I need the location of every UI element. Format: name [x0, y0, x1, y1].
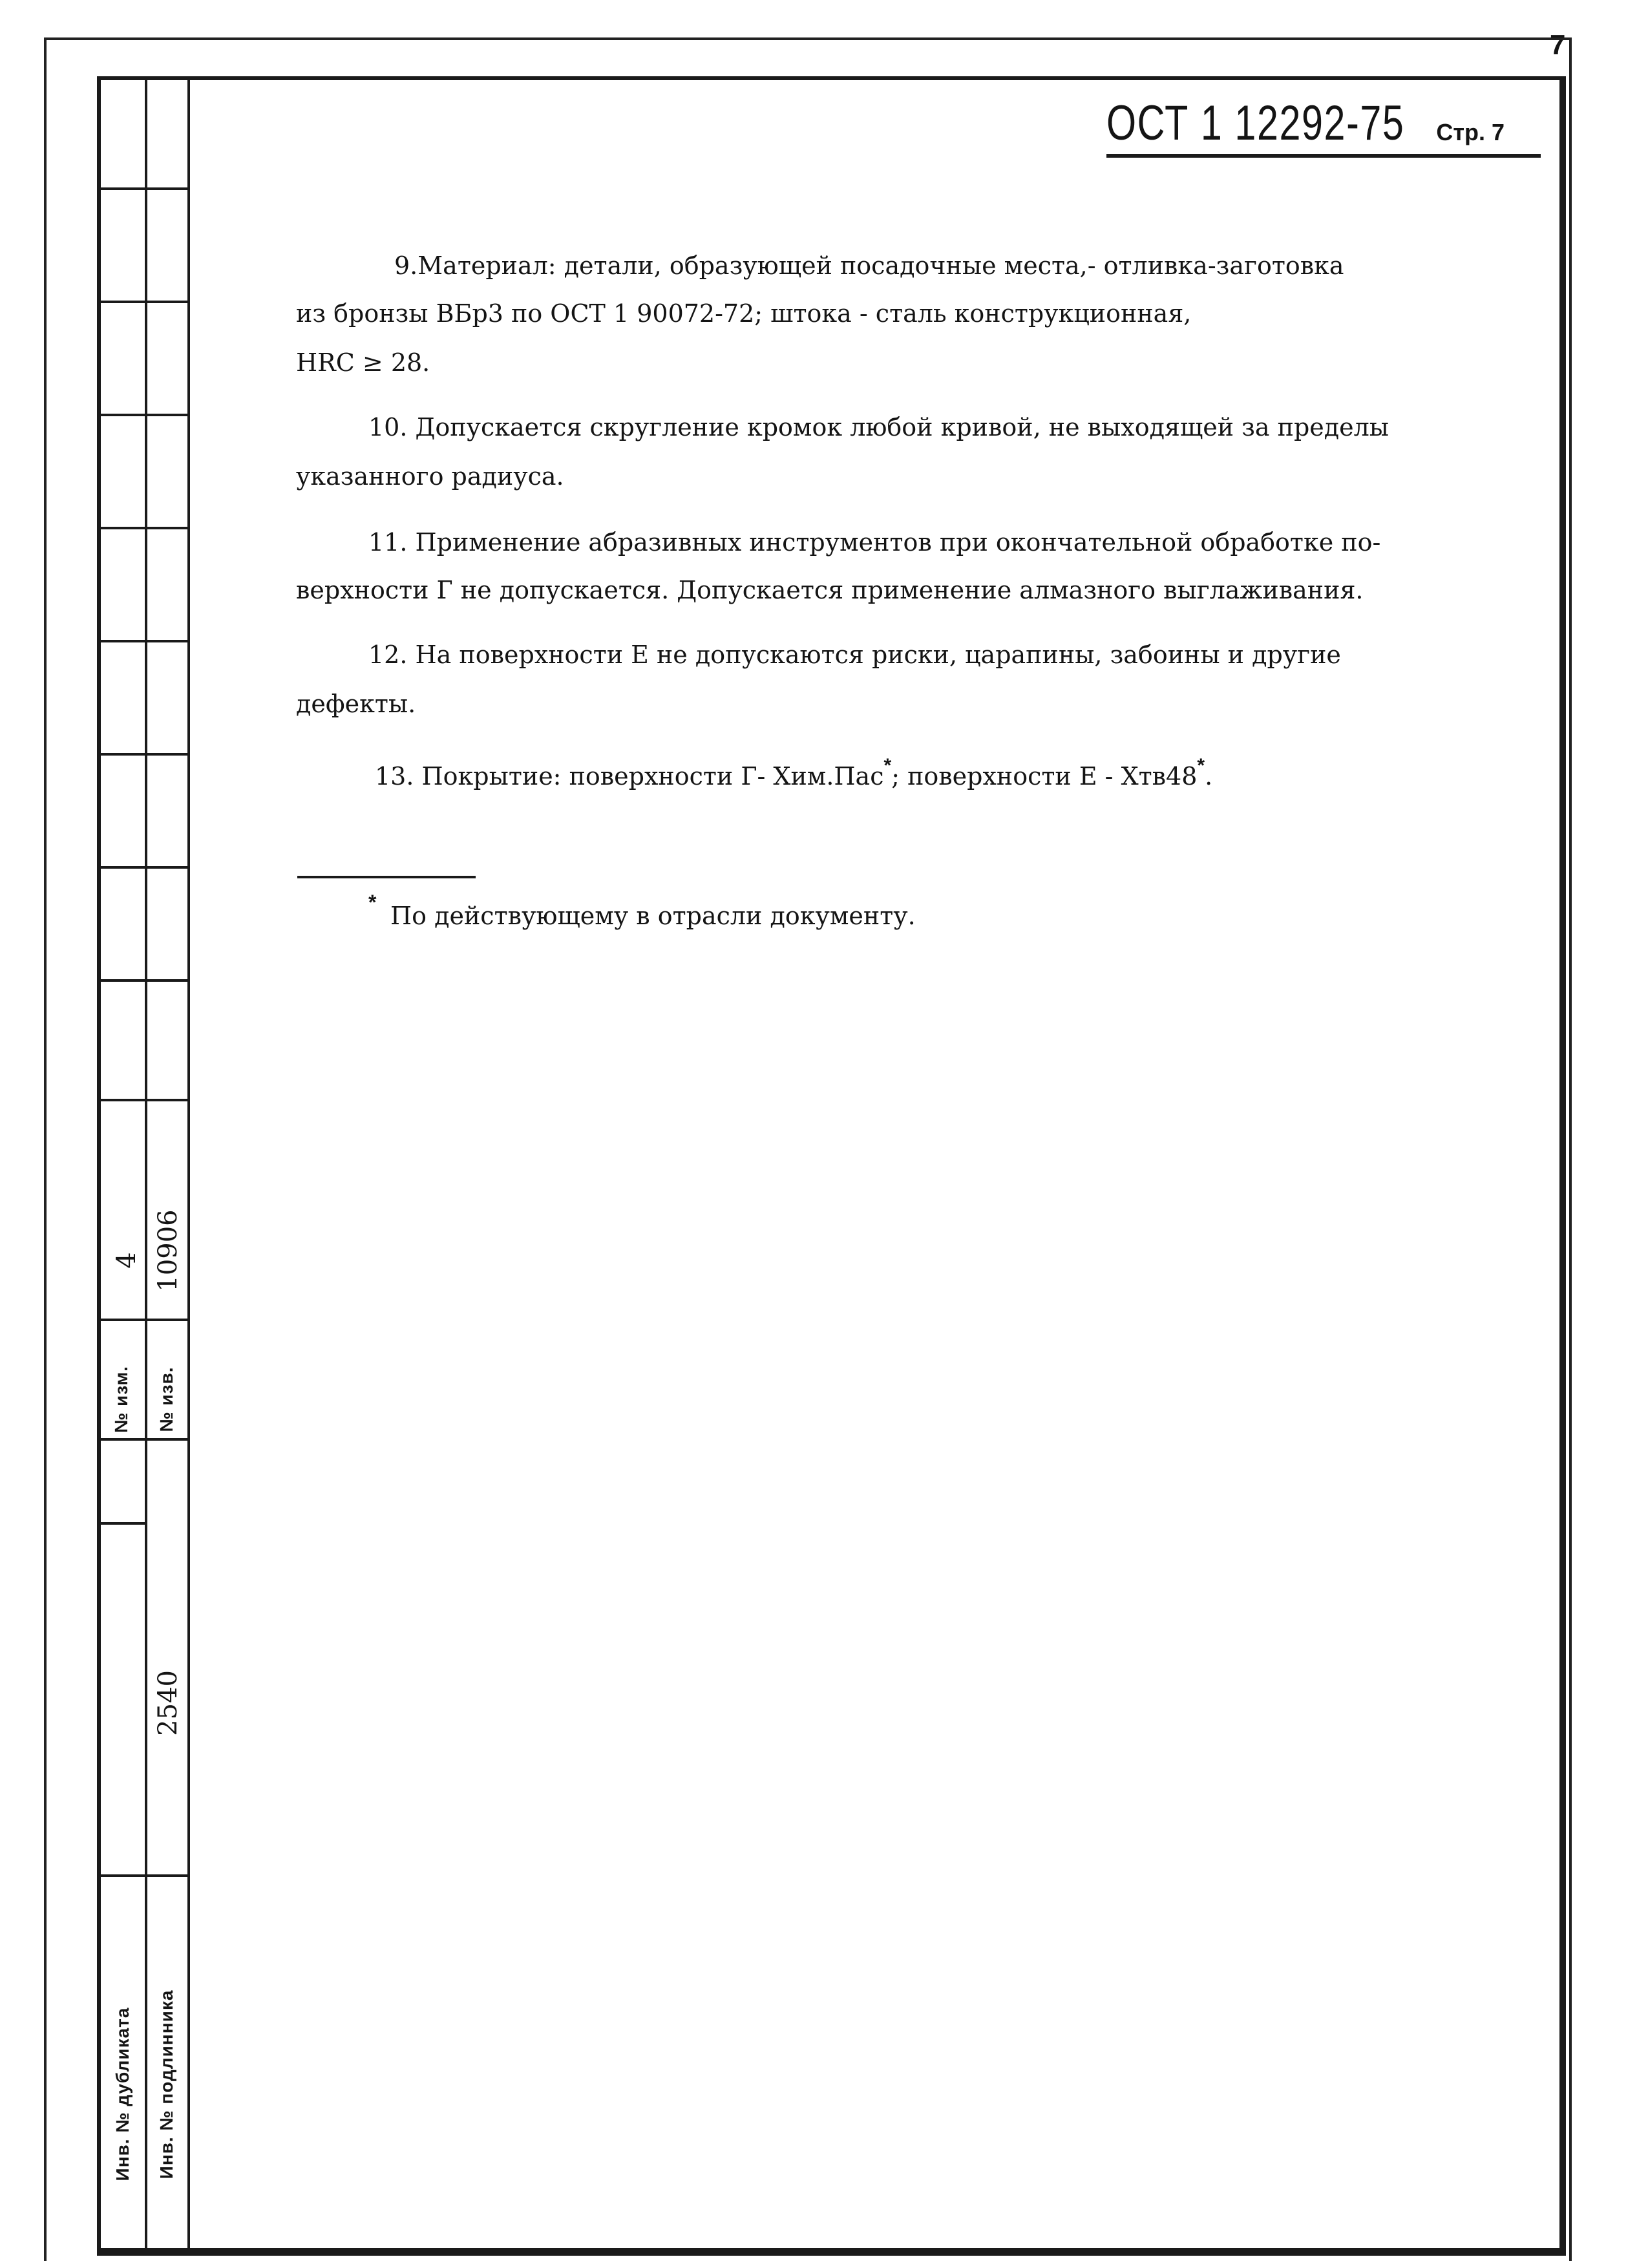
sidebar-row-line [97, 187, 190, 190]
original-inventory-label: Инв. № подлинника [156, 1989, 176, 2179]
paragraph-11-line-1: 11. Применение абразивных инструментов при окончательной обработке по- [368, 528, 1381, 556]
sidebar-row-line [97, 1874, 190, 1877]
footnote-rule [297, 876, 476, 878]
sidebar-row-line [97, 414, 190, 416]
paragraph-13-part-3: . [1205, 762, 1213, 790]
sidebar-row-line [97, 866, 190, 869]
sidebar-row-line [97, 527, 190, 529]
notice-number-label: № изв. [156, 1366, 176, 1432]
sidebar-row-line [97, 1319, 190, 1321]
change-number-label: № изм. [111, 1366, 131, 1433]
paragraph-10-line-2: указанного радиуса. [296, 462, 564, 491]
paragraph-9-line-1: 9.Материал: детали, образующей посадочные места,- отливка-заготовка [394, 251, 1344, 280]
paragraph-13-part-1: 13. Покрытие: поверхности Г- Хим.Пас [375, 762, 884, 790]
sheet-border-top [44, 37, 1569, 40]
change-number-value: 4 [112, 1252, 142, 1269]
sidebar-column-divider [187, 76, 190, 2256]
sidebar-row-line [97, 1522, 146, 1525]
footnote-marker: * [883, 755, 892, 776]
document-frame [97, 76, 1566, 2256]
paragraph-9-line-2: из бронзы ВБр3 по ОСТ 1 90072-72; штока - сталь конструкционная, [296, 299, 1192, 328]
sidebar-row-line [97, 1099, 190, 1101]
sheet-border-right [1569, 37, 1572, 2261]
duplicate-inventory-label: Инв. № дубликата [112, 2007, 132, 2181]
paragraph-13-part-2: ; поверхности Е - Хтв48 [891, 762, 1198, 790]
sidebar-row-line [97, 301, 190, 303]
paragraph-10-line-1: 10. Допускается скругление кромок любой кривой, не выходящей за пределы [368, 413, 1389, 441]
page-label: Стр. 7 [1436, 119, 1505, 145]
notice-number-value: 10906 [153, 1209, 183, 1292]
paragraph-12-line-1: 12. На поверхности Е не допускаются риски, царапины, забоины и другие [368, 641, 1341, 669]
paragraph-11-line-2: верхности Г не допускается. Допускается применение алмазного выглаживания. [296, 576, 1364, 604]
document-code: ОСТ 1 12292-75 [1106, 96, 1405, 151]
paragraph-9-line-3: HRC ≥ 28. [296, 348, 430, 377]
sidebar-row-line [97, 979, 190, 982]
sheet-border-left [44, 37, 47, 2261]
footnote-text: По действующему в отрасли документу. [390, 902, 916, 930]
inventory-number-value: 2540 [153, 1670, 183, 1736]
sidebar-row-line [97, 753, 190, 756]
sidebar-column-divider [145, 76, 147, 2256]
document-header [1106, 96, 1541, 158]
sidebar-gap [101, 1441, 144, 1522]
footnote-marker: * [1197, 755, 1205, 776]
paragraph-13 [375, 756, 1212, 789]
sidebar-row-line [97, 640, 190, 642]
paragraph-12-line-2: дефекты. [296, 690, 416, 718]
corner-page-number: 7 [1550, 29, 1566, 61]
footnote-marker: * [368, 891, 377, 914]
